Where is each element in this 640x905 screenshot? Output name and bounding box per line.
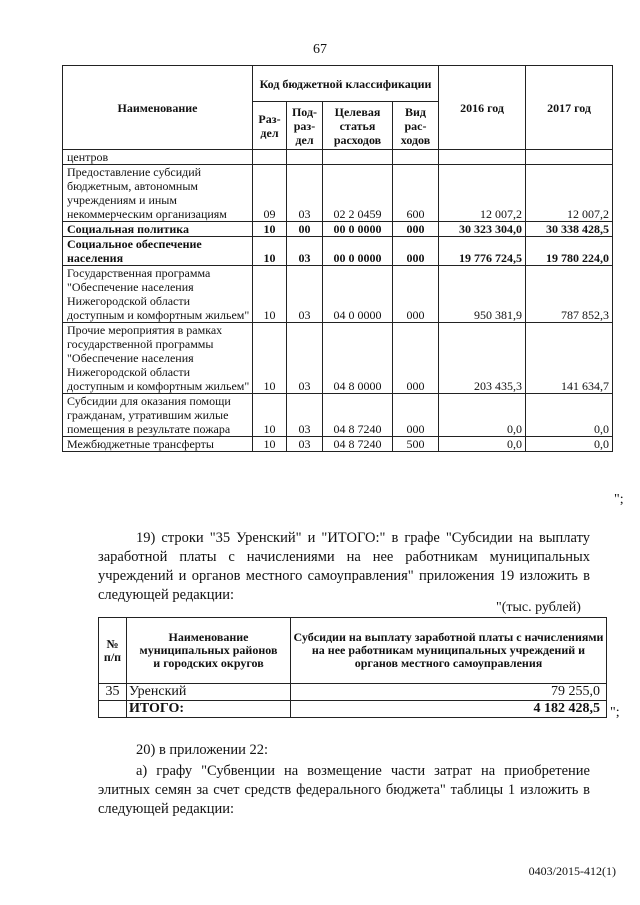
row-name: Государственная программа "Обеспечение населения Нижегородской области доступным и комфортным жильем"	[63, 266, 253, 323]
page-number: 67	[313, 42, 327, 57]
header-razdel: Раз- дел	[253, 102, 287, 150]
row-2017: 12 007,2	[526, 165, 613, 222]
row-district: ИТОГО:	[127, 701, 291, 718]
table-row	[63, 323, 613, 394]
row-2016: 12 007,2	[439, 165, 526, 222]
row-razdel: 10	[253, 437, 287, 452]
budget-table	[62, 65, 613, 452]
table-row	[63, 266, 613, 323]
table-row	[63, 394, 613, 437]
subsidy-table	[98, 617, 607, 718]
row-podrazdel: 03	[287, 165, 323, 222]
row-name: Социальная политика	[63, 222, 253, 237]
row-2016: 950 381,9	[439, 266, 526, 323]
row-district: Уренский	[127, 684, 291, 701]
row-name: центров	[63, 150, 253, 165]
row-2017: 30 338 428,5	[526, 222, 613, 237]
row-podrazdel: 03	[287, 237, 323, 266]
row-2016: 0,0	[439, 437, 526, 452]
row-2016: 203 435,3	[439, 323, 526, 394]
row-2016: 0,0	[439, 394, 526, 437]
table-row	[99, 684, 607, 701]
header-num: № п/п	[99, 618, 127, 684]
row-2017: 787 852,3	[526, 266, 613, 323]
table-row	[63, 437, 613, 452]
row-razdel	[253, 150, 287, 165]
row-vid: 000	[393, 323, 439, 394]
row-cel	[323, 150, 393, 165]
row-podrazdel: 03	[287, 437, 323, 452]
header-vid: Вид рас- ходов	[393, 102, 439, 150]
table-row	[99, 701, 607, 718]
row-vid: 600	[393, 165, 439, 222]
header-name: Наименование	[63, 66, 253, 150]
row-razdel: 10	[253, 237, 287, 266]
row-cel: 04 0 0000	[323, 266, 393, 323]
row-vid: 500	[393, 437, 439, 452]
row-cel: 04 8 0000	[323, 323, 393, 394]
row-vid: 000	[393, 222, 439, 237]
row-2017: 19 780 224,0	[526, 237, 613, 266]
row-podrazdel: 03	[287, 394, 323, 437]
row-podrazdel: 03	[287, 323, 323, 394]
row-2016: 19 776 724,5	[439, 237, 526, 266]
row-cel: 00 0 0000	[323, 237, 393, 266]
row-num: 35	[99, 684, 127, 701]
row-num	[99, 701, 127, 718]
header-podrazdel: Под- раз- дел	[287, 102, 323, 150]
table-row	[63, 237, 613, 266]
row-vid	[393, 150, 439, 165]
paragraph-19: 19) строки "35 Уренский" и "ИТОГО:" в графе "Субсидии на выплату заработной платы с начислениями на нее работникам муниципальных учреждений и органов местного самоуправления" приложения 19 изложить в следующей редакции:	[98, 530, 590, 603]
row-value: 79 255,0	[291, 684, 607, 701]
row-2017: 141 634,7	[526, 323, 613, 394]
row-vid: 000	[393, 237, 439, 266]
document-code: 0403/2015-412(1)	[528, 864, 616, 878]
table1-closing-quote: ";	[614, 492, 624, 507]
table-row	[63, 150, 613, 165]
row-razdel: 10	[253, 266, 287, 323]
header-2017: 2017 год	[526, 66, 613, 150]
paragraph-20a: а) графу "Субвенции на возмещение части затрат на приобретение элитных семян за счет средств федерального бюджета" таблицы 1 изложить в следующей редакции:	[98, 763, 590, 817]
row-podrazdel: 00	[287, 222, 323, 237]
row-cel: 00 0 0000	[323, 222, 393, 237]
row-name: Социальное обеспечение населения	[63, 237, 253, 266]
units-label: "(тыс. рублей)	[496, 600, 581, 615]
row-name: Прочие мероприятия в рамках государственной программы "Обеспечение населения Нижегородской области доступным и комфортным жильем"	[63, 323, 253, 394]
table-row	[63, 222, 613, 237]
row-podrazdel	[287, 150, 323, 165]
row-razdel: 10	[253, 323, 287, 394]
row-vid: 000	[393, 266, 439, 323]
row-name: Субсидии для оказания помощи гражданам, утратившим жилые помещения в результате пожара	[63, 394, 253, 437]
row-name: Межбюджетные трансферты	[63, 437, 253, 452]
row-razdel: 10	[253, 394, 287, 437]
row-2016	[439, 150, 526, 165]
header-district: Наименование муниципальных районов и городских округов	[127, 618, 291, 684]
header-code-group: Код бюджетной классификации	[253, 66, 439, 102]
header-cel: Целевая статья расходов	[323, 102, 393, 150]
row-razdel: 09	[253, 165, 287, 222]
header-2016: 2016 год	[439, 66, 526, 150]
row-cel: 04 8 7240	[323, 437, 393, 452]
row-value: 4 182 428,5	[291, 701, 607, 718]
table2-closing-quote: ";	[610, 705, 620, 720]
row-2016: 30 323 304,0	[439, 222, 526, 237]
row-razdel: 10	[253, 222, 287, 237]
row-2017: 0,0	[526, 394, 613, 437]
row-cel: 04 8 7240	[323, 394, 393, 437]
row-name: Предоставление субсидий бюджетным, автономным учреждениям и иным некоммерческим организациям	[63, 165, 253, 222]
row-podrazdel: 03	[287, 266, 323, 323]
row-2017: 0,0	[526, 437, 613, 452]
row-cel: 02 2 0459	[323, 165, 393, 222]
row-2017	[526, 150, 613, 165]
paragraph-20: 20) в приложении 22:	[136, 742, 269, 758]
header-subsidy: Субсидии на выплату заработной платы с начислениями на нее работникам муниципальных учреждений и органов местного самоуправления	[291, 618, 607, 684]
row-vid: 000	[393, 394, 439, 437]
table-row	[63, 165, 613, 222]
